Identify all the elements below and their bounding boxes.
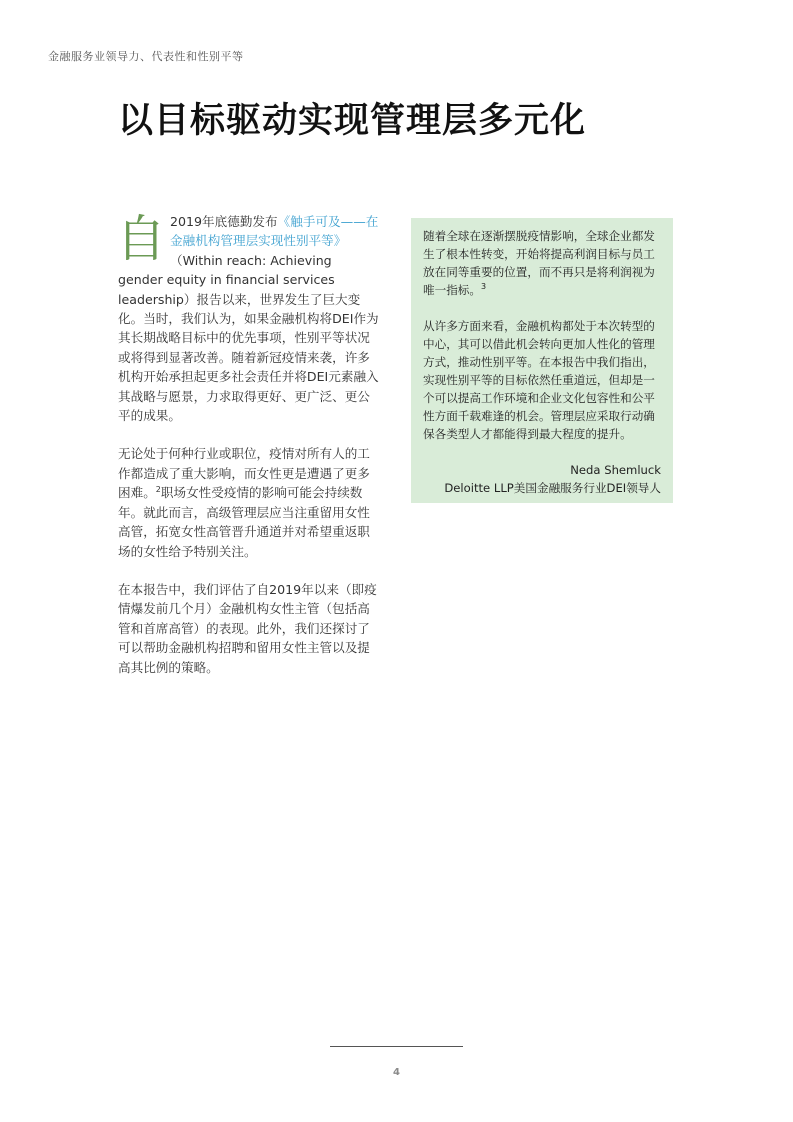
footer-divider xyxy=(330,1046,463,1047)
intro-rest-text: （Within reach: Achieving gender equity in financial services leadership）报告以来，世界发生了巨大变化。当时，我们认为，如果金融机构将DEI作为其长期战略目标中的优先事项，性别平等状况或将得到显著改善。随着新冠疫情来袭，许多机构开始承担起更多社会责任并将DEI元素融入其战略与愿景，力求取得更好、更广泛、更公平的成果。 xyxy=(118,252,379,424)
report-scope-paragraph: 在本报告中，我们评估了自2019年以来（即疫情爆发前几个月）金融机构女性主管（包括高管和首席高管）的表现。此外，我们还探讨了可以帮助金融机构招聘和留用女性主管以及提高其比例的策略。 xyxy=(118,581,377,675)
report-link[interactable]: 《触手可及——在金融机构管理层实现性别平等》 xyxy=(170,214,379,249)
page-title: 以目标驱动实现管理层多元化 xyxy=(118,101,587,141)
body-column xyxy=(118,212,380,696)
pandemic-text-after: 职场女性受疫情的影响可能会持续数年。就此而言，高级管理层应当注重留用女性高管，拓宽女性高管晋升通道并对希望重返职场的女性给予特别关注。 xyxy=(118,485,370,559)
sidebar-quote-1-text: 随着全球在逐渐摆脱疫情影响，全球企业都发生了根本性转变，开始将提高利润目标与员工放在同等重要的位置，而不再只是将利润视为唯一指标。 xyxy=(423,229,655,297)
running-header: 金融服务业领导力、代表性和性别平等 xyxy=(48,50,244,63)
drop-cap: 自 xyxy=(116,210,166,268)
pandemic-text-before: 无论处于何种行业或职位，疫情对所有人的工作都造成了重大影响，而女性更是遭遇了更多困难。 xyxy=(118,446,370,501)
quote-sidebar xyxy=(411,218,673,503)
page-number: 4 xyxy=(393,1067,400,1078)
quote-author-role: Deloitte LLP美国金融服务行业DEI领导人 xyxy=(444,481,661,495)
footnote-ref-3[interactable]: 3 xyxy=(480,282,487,292)
intro-lead-text: 2019年底德勤发布 xyxy=(170,214,278,229)
pandemic-paragraph xyxy=(118,444,380,560)
footnote-ref-2[interactable]: 2 xyxy=(155,485,161,495)
quote-author-name: Neda Shemluck xyxy=(570,463,661,477)
intro-paragraph xyxy=(118,212,380,425)
sidebar-quote-1 xyxy=(423,227,661,299)
sidebar-quote-2: 从许多方面来看，金融机构都处于本次转型的中心，其可以借此机会转向更加人性化的管理方式，推动性别平等。在本报告中我们指出，实现性别平等的目标依然任重道远，但却是一个可以提高工作环境和企业文化包容性和公平性方面千载难逢的机会。管理层应采取行动确保各类型人才都能得到最大程度的提升。 xyxy=(423,319,655,441)
